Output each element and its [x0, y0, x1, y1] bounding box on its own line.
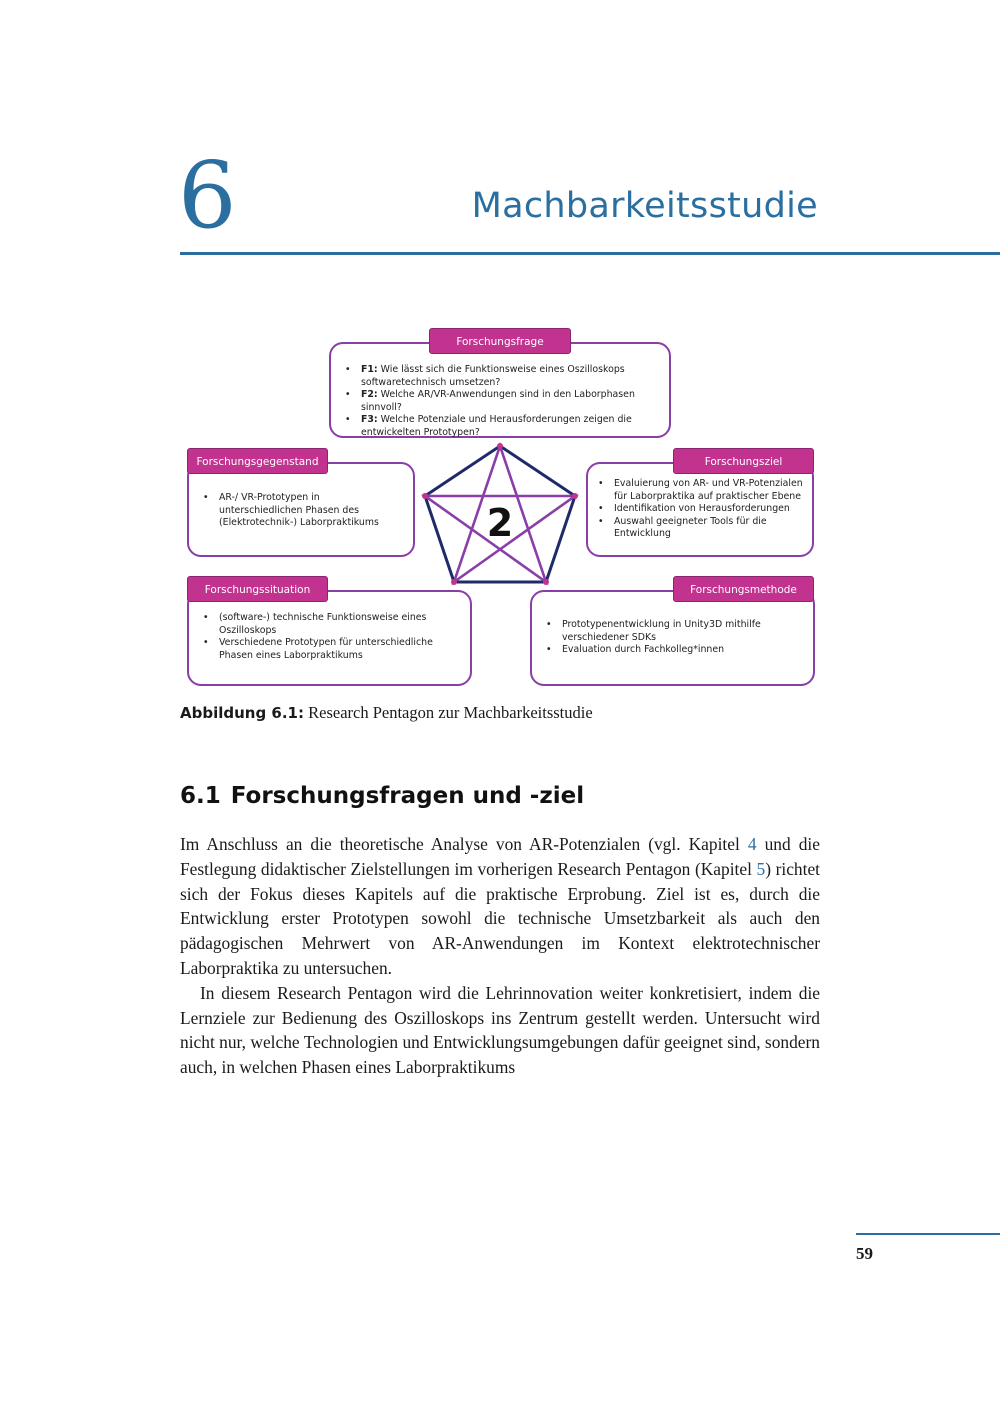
caption-label: Abbildung 6.1:: [180, 704, 304, 722]
body-text: [180, 832, 820, 1080]
vertex-dot: [497, 443, 503, 449]
chapter-title: Machbarkeitsstudie: [471, 186, 818, 226]
vertex-dot: [572, 493, 578, 499]
figure-caption: [180, 703, 593, 723]
pentagon-star-diagram: [420, 442, 580, 587]
chapter-ref-link[interactable]: 4: [747, 834, 757, 854]
section-number: 6.1: [180, 783, 221, 809]
caption-text: Research Pentagon zur Machbarkeitsstudie: [304, 703, 593, 722]
list-item: • AR-/ VR-Prototypen in unterschiedlichen Phasen des (Elektrotechnik-) Laborpraktikums: [219, 492, 403, 530]
vertex-dot: [543, 579, 549, 585]
box-forschungsgegenstand: [187, 462, 415, 557]
list-item: • Auswahl geeigneter Tools für die Entwicklung: [614, 516, 804, 541]
tag-forschungsmethode: Forschungsmethode: [673, 576, 814, 602]
vertex-dot: [451, 579, 457, 585]
list-item: • Evaluation durch Fachkolleg*innen: [562, 644, 803, 657]
research-pentagon-figure: [180, 320, 820, 692]
footer-rule: [856, 1233, 1000, 1235]
list-item: • F2: Welche AR/VR-Anwendungen sind in den Laborphasen sinnvoll?: [361, 389, 657, 414]
box-forschungsfrage: [329, 342, 671, 438]
chapter-number: 6: [178, 142, 237, 249]
section-title: Forschungsfragen und -ziel: [230, 783, 585, 809]
paragraph: In diesem Research Pentagon wird die Lehrinnovation weiter konkretisiert, indem die Lernziele zur Bedienung des Oszilloskops ins Zentrum gestellt werden. Untersucht wird nicht nur, welche Technologien und Entwicklungsumgebungen dafür geeignet sind, sondern auch, in welchen Phasen eines Laborpraktikums: [180, 982, 820, 1078]
pentagon-center-label: 2: [486, 501, 514, 545]
chapter-ref-link[interactable]: 5: [756, 858, 766, 879]
box-forschungsmethode: [530, 590, 815, 686]
list-item: • Prototypenentwicklung in Unity3D mithilfe verschiedener SDKs: [562, 619, 803, 644]
vertex-dot: [422, 493, 428, 499]
section-heading: [180, 783, 584, 809]
frage-list: [335, 364, 657, 440]
list-item: • (software-) technische Funktionsweise eines Oszilloskops: [219, 612, 460, 637]
tag-forschungsgegenstand: Forschungsgegenstand: [187, 448, 328, 474]
list-item: • F3: Welche Potenziale und Herausforderungen zeigen die entwickelten Prototypen?: [361, 414, 657, 439]
list-item: • Identifikation von Herausforderungen: [614, 503, 804, 516]
paragraph: Im Anschluss an die theoretische Analyse von AR-Potenzialen (vgl. Kapitel 4 und die Festlegung didaktischer Zielstellungen im vorherigen Research Pentagon (Kapitel 5) richtet sich der Fokus dieses Kapitels auf die praktische Erprobung. Ziel ist es, durch die Entwicklung erster Prototypen sowohl die technische Umsetzbarkeit als auch den pädagogischen Mehrwert von AR-Anwendungen im Kontext elektrotechnischer Laborpraktika zu untersuchen.: [180, 834, 821, 978]
list-item: • Evaluierung von AR- und VR-Potenzialen für Laborpraktika auf praktischer Ebene: [614, 478, 804, 503]
page-number: 59: [856, 1244, 873, 1263]
tag-forschungsfrage: Forschungsfrage: [429, 328, 571, 354]
tag-forschungssituation: Forschungssituation: [187, 576, 328, 602]
chapter-rule: [180, 252, 1000, 255]
tag-forschungsziel: Forschungsziel: [673, 448, 814, 474]
box-forschungssituation: [187, 590, 472, 686]
list-item: • F1: Wie lässt sich die Funktionsweise eines Oszilloskops softwaretechnisch umsetzen?: [361, 364, 657, 389]
list-item: • Verschiedene Prototypen für unterschiedliche Phasen eines Laborpraktikums: [219, 637, 460, 662]
box-forschungsziel: [586, 462, 814, 557]
